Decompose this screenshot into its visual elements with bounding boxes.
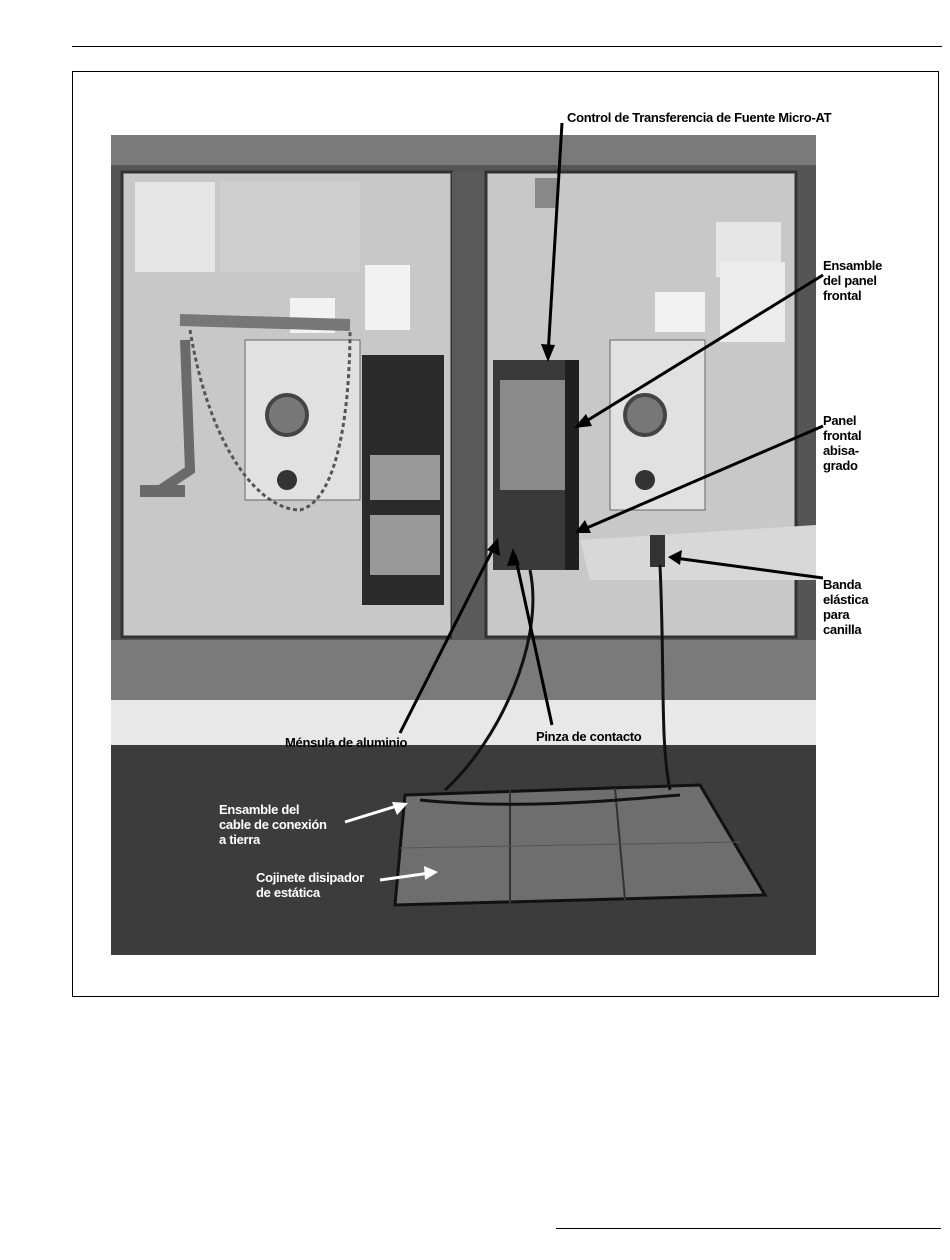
label-ground-cable-assembly: Ensamble del cable de conexión a tierra [219, 802, 327, 847]
label-elastic-band: Banda elástica para canilla [823, 577, 869, 637]
label-static-mat: Cojinete disipador de estática [256, 870, 365, 900]
label-hinged-front-panel: Panel frontal abisa- grado [823, 413, 862, 473]
label-front-panel-assembly: Ensamble del panel frontal [823, 258, 883, 303]
wrist-band [650, 535, 665, 567]
label-micro-at-control: Control de Transferencia de Fuente Micro-AT [567, 110, 832, 125]
racking-crank [180, 320, 350, 325]
footer-rule [556, 1228, 941, 1229]
hinged-front-panel [565, 360, 579, 570]
cabinet-base [111, 640, 816, 710]
label-aluminum-bracket: Ménsula de aluminio [285, 735, 408, 750]
label-contact-clip: Pinza de contacto [536, 729, 642, 744]
left-operation-selector [135, 182, 215, 272]
instructions-plate [720, 262, 785, 342]
concrete-pad [111, 700, 816, 745]
